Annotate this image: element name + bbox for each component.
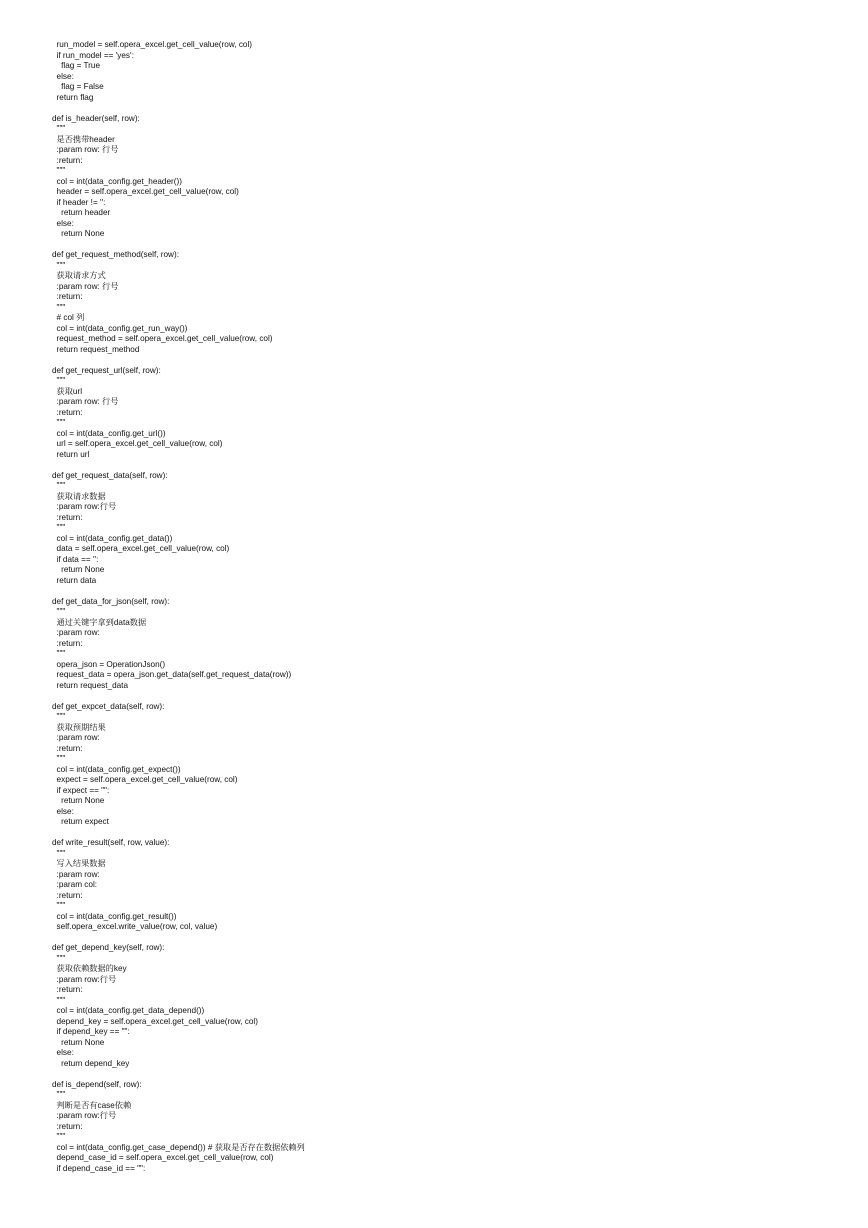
code-line: def is_header(self, row): (52, 113, 140, 123)
code-line: def get_data_for_json(self, row): (52, 596, 170, 606)
code-line: if depend_case_id == "": (52, 1163, 146, 1173)
code-line: def write_result(self, row, value): (52, 838, 170, 847)
code-line: if data == '': (52, 554, 99, 564)
code-line: header = self.opera_excel.get_cell_value(row, col) (52, 187, 239, 196)
code-line: return url (52, 449, 90, 459)
code-line: def get_request_data(self, row): (52, 470, 168, 480)
code-line: :param row:行号 (52, 974, 117, 984)
code-line (52, 933, 842, 944)
code-line: :return: (52, 407, 83, 417)
code-line: else: (52, 1048, 74, 1057)
code-line: col = int(data_config.get_header()) (52, 176, 182, 186)
code-line: 判断是否有case依赖 (52, 1100, 132, 1110)
code-line: """ (52, 260, 66, 270)
code-line: else: (52, 218, 74, 228)
code-line: """ (52, 712, 66, 721)
code-document (52, 40, 842, 1174)
code-line: """ (52, 376, 66, 385)
code-line: return None (52, 796, 105, 805)
code-line: flag = True (52, 61, 101, 70)
code-line: def get_request_url(self, row): (52, 365, 161, 375)
code-line: :return: (52, 292, 83, 301)
code-line: :return: (52, 638, 83, 648)
code-line: if depend_key == "": (52, 1027, 130, 1036)
code-line: 获取依赖数据的key (52, 964, 127, 973)
code-line: :param row: (52, 869, 100, 879)
code-line: if header != '': (52, 197, 106, 207)
code-line: 写入结果数据 (52, 859, 106, 868)
code-line: :param row: 行号 (52, 397, 119, 406)
code-line: 是否携带header (52, 134, 115, 144)
code-line: url = self.opera_excel.get_cell_value(row, col) (52, 439, 223, 448)
code-line: col = int(data_config.get_expect()) (52, 764, 181, 774)
code-line: request_method = self.opera_excel.get_cell_value(row, col) (52, 334, 273, 343)
code-line: 获取预期结果 (52, 722, 106, 732)
code-line: """ (52, 481, 66, 490)
code-line: request_data = opera_json.get_data(self.get_request_data(row)) (52, 670, 292, 679)
code-line: :return: (52, 512, 83, 522)
code-line: self.opera_excel.write_value(row, col, value) (52, 922, 218, 931)
code-line: col = int(data_config.get_url()) (52, 428, 166, 438)
code-line: if expect == "": (52, 785, 110, 795)
code-line: """ (52, 418, 66, 427)
code-line: def is_depend(self, row): (52, 1079, 142, 1089)
code-line: def get_expcet_data(self, row): (52, 701, 165, 711)
code-line: return header (52, 208, 111, 217)
code-line: """ (52, 953, 66, 963)
code-line: :param row:行号 (52, 1111, 117, 1120)
code-line: col = int(data_config.get_case_depend()) # 获取是否存在数据依赖列 (52, 1142, 305, 1152)
code-line: expect = self.opera_excel.get_cell_value(row, col) (52, 775, 238, 784)
code-line: # col 列 (52, 313, 85, 322)
code-line: :param row: (52, 733, 100, 742)
code-line: return expect (52, 817, 109, 826)
code-line: :return: (52, 985, 83, 994)
code-line: return data (52, 575, 97, 585)
code-line: if run_model == 'yes': (52, 50, 134, 60)
code-line: 获取url (52, 386, 83, 396)
code-line: depend_key = self.opera_excel.get_cell_value(row, col) (52, 1016, 258, 1026)
code-line: else: (52, 806, 74, 816)
code-line: """ (52, 302, 66, 312)
code-line: :param row: 行号 (52, 281, 119, 291)
code-line: :return: (52, 743, 83, 753)
code-line: return request_data (52, 680, 129, 690)
code-line: :return: (52, 155, 83, 165)
code-line: col = int(data_config.get_data()) (52, 533, 173, 543)
code-line (52, 691, 842, 702)
code-line: 通过关键字拿到data数据 (52, 617, 147, 627)
code-line: return depend_key (52, 1058, 130, 1068)
code-line: return None (52, 229, 105, 238)
code-line (52, 828, 842, 839)
code-line (52, 460, 842, 471)
code-line: 获取请求数据 (52, 491, 106, 501)
code-line: """ (52, 848, 66, 858)
code-line: return flag (52, 92, 94, 102)
code-line: """ (52, 523, 66, 532)
code-line: data = self.opera_excel.get_cell_value(row, col) (52, 544, 230, 553)
code-line: """ (52, 607, 66, 616)
code-line (52, 355, 842, 366)
code-line: """ (52, 754, 66, 763)
code-line: :return: (52, 890, 83, 900)
code-line: def get_request_method(self, row): (52, 250, 179, 259)
code-line: """ (52, 124, 66, 133)
code-line: else: (52, 71, 74, 81)
code-line: def get_depend_key(self, row): (52, 943, 165, 952)
code-line: opera_json = OperationJson() (52, 659, 166, 669)
code-line: :return: (52, 1121, 83, 1131)
code-line: :param row: 行号 (52, 145, 119, 154)
code-line: return None (52, 565, 105, 574)
code-line: 获取请求方式 (52, 271, 106, 280)
code-line (52, 1069, 842, 1080)
code-line: """ (52, 1090, 66, 1099)
code-line: """ (52, 901, 66, 910)
code-line: """ (52, 166, 66, 175)
code-line (52, 240, 842, 251)
code-line: :param row: (52, 628, 100, 637)
code-line: col = int(data_config.get_run_way()) (52, 323, 188, 333)
code-line: """ (52, 1132, 66, 1141)
code-line: return request_method (52, 344, 140, 354)
code-line: """ (52, 995, 66, 1005)
code-line (52, 103, 842, 114)
code-line: col = int(data_config.get_data_depend()) (52, 1006, 205, 1015)
code-line: run_model = self.opera_excel.get_cell_value(row, col) (52, 40, 253, 49)
code-line (52, 586, 842, 597)
code-line: return None (52, 1037, 105, 1047)
code-line: depend_case_id = self.opera_excel.get_cell_value(row, col) (52, 1153, 274, 1162)
code-line: flag = False (52, 82, 104, 91)
code-line: :param row:行号 (52, 502, 117, 511)
code-line: col = int(data_config.get_result()) (52, 911, 177, 921)
code-line: """ (52, 649, 66, 658)
code-line: :param col: (52, 880, 98, 889)
